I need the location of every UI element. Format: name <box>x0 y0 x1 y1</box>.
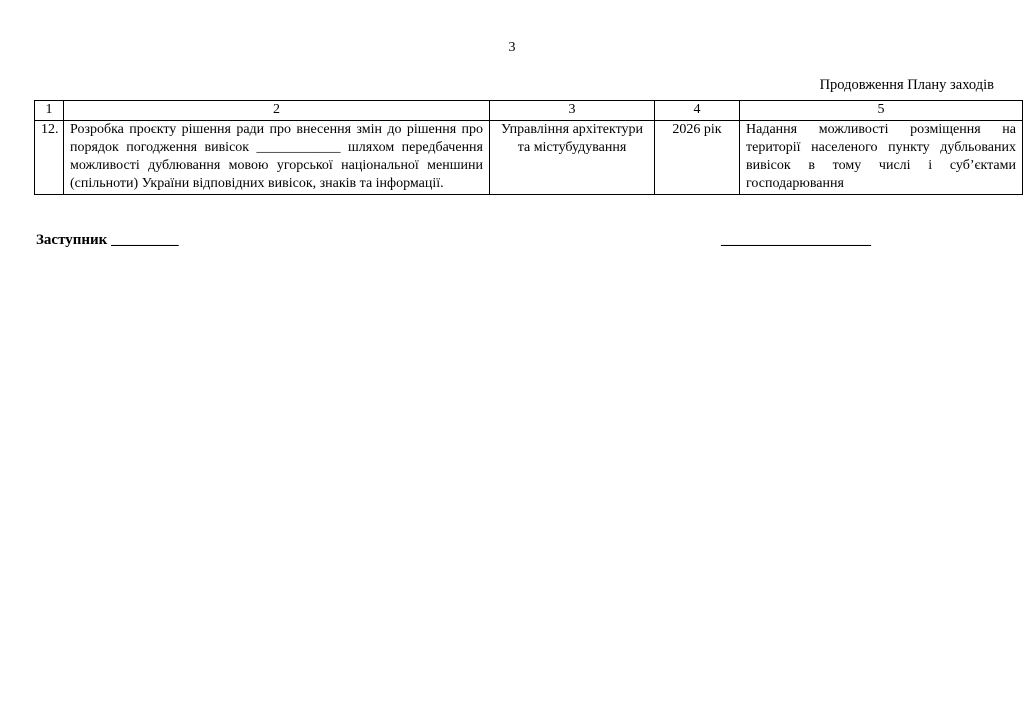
column-header-1: 1 <box>35 101 64 121</box>
column-header-4: 4 <box>655 101 740 121</box>
responsible-cell: Управління архітектури та містубудування <box>490 121 655 195</box>
signature-line: ____________________ <box>721 232 871 248</box>
result-cell: Надання можливості розміщення на території населеного пункту дубльованих вивісок в тому числі і суб’єктами господарювання <box>740 121 1023 195</box>
page-number: 3 <box>508 40 516 55</box>
table-row <box>35 121 1023 195</box>
signature-label: Заступник _________ <box>36 232 179 248</box>
column-header-3: 3 <box>490 101 655 121</box>
term-cell: 2026 рік <box>655 121 740 195</box>
plan-table <box>34 100 1023 195</box>
measure-cell: Розробка проєкту рішення ради про внесення змін до рішення про порядок погодження вивісок ____________ шляхом передбачення можливості дублювання мовою угорської національної меншини (спільноти) України відповідних вивісок, знаків та інформації. <box>64 121 490 195</box>
row-number-cell: 12. <box>35 121 64 195</box>
table-header-row <box>35 101 1023 121</box>
continuation-note: Продовження Плану заходів <box>819 77 994 93</box>
column-header-5: 5 <box>740 101 1023 121</box>
column-header-2: 2 <box>64 101 490 121</box>
